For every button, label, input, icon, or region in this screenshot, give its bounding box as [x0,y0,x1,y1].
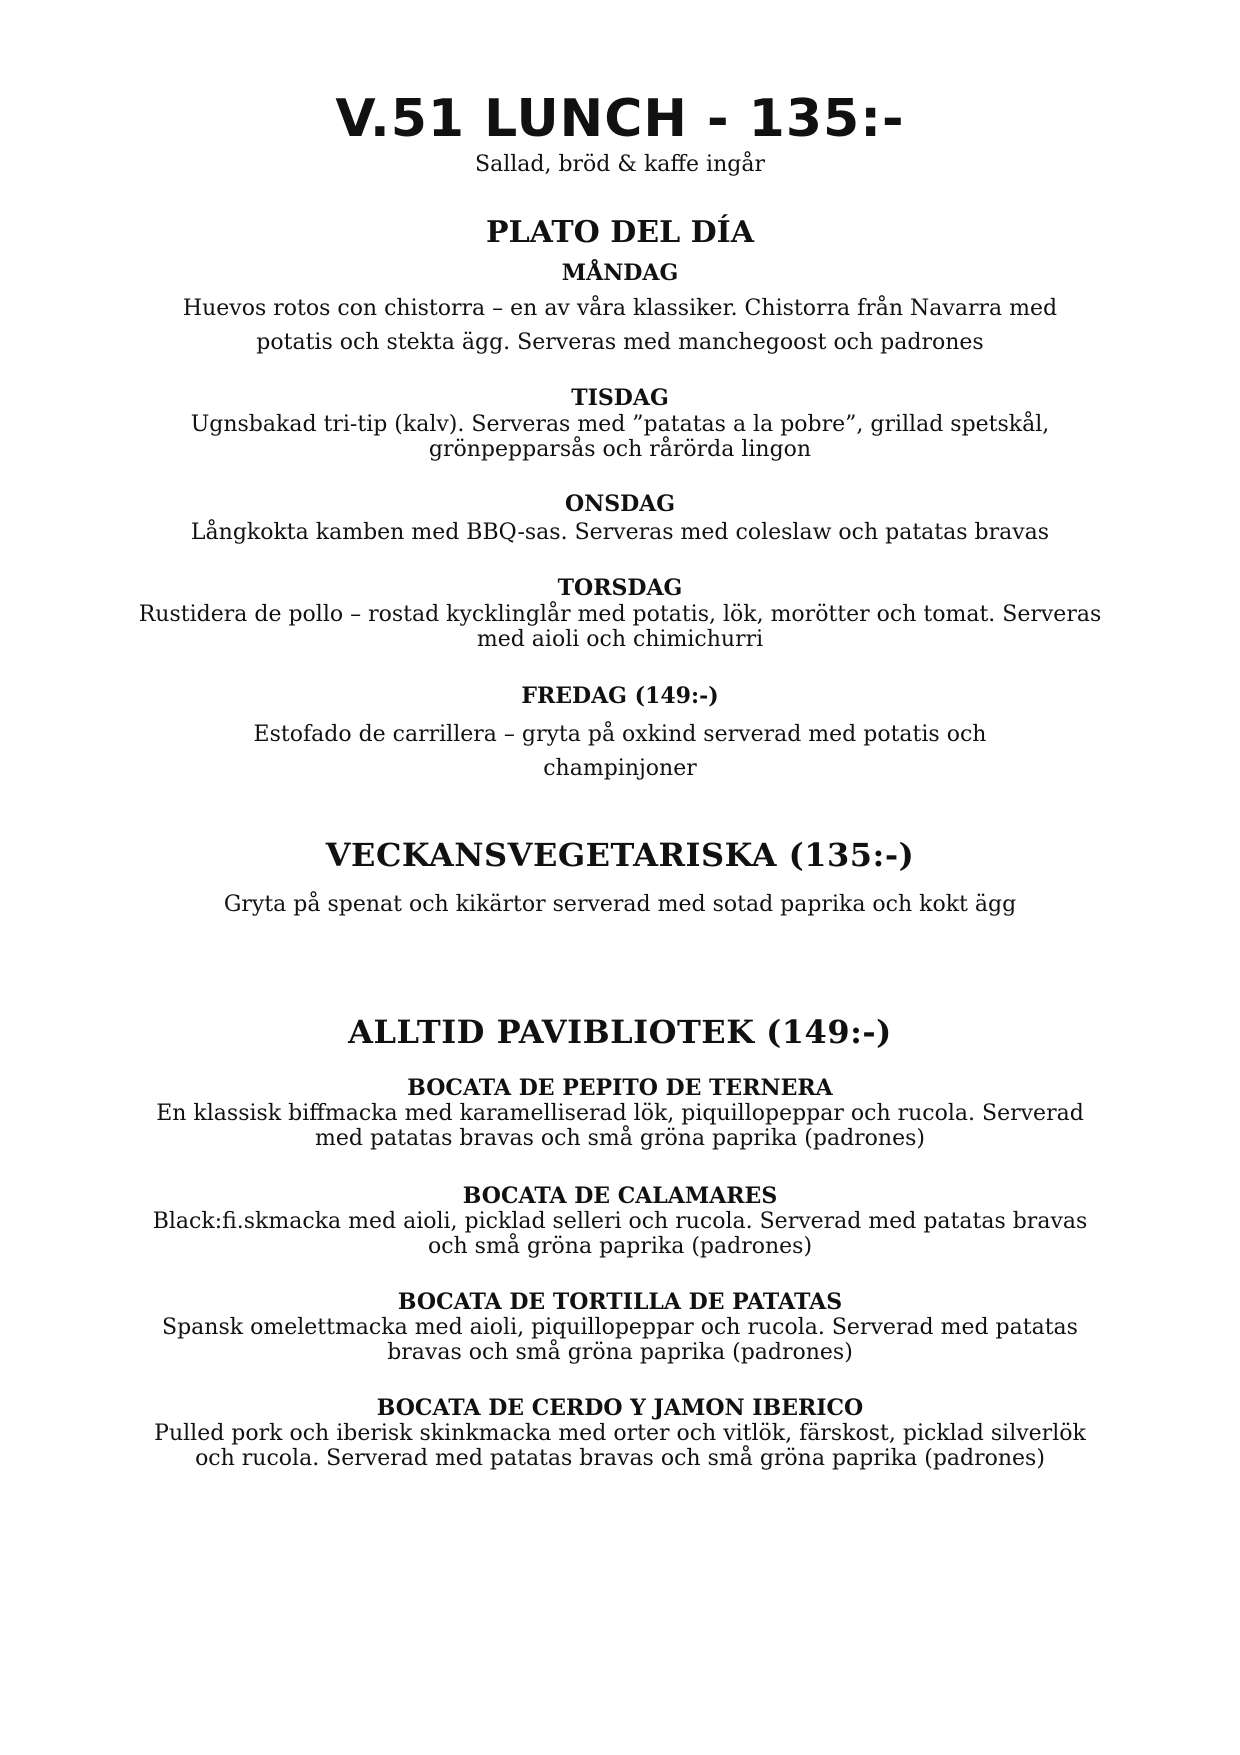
day-desc-wednesday: Långkokta kamben med BBQ-sas. Serveras med coleslaw och patatas bravas [190,520,1050,545]
item-title-tortilla: BOCATA DE TORTILLA DE PATATAS [397,1289,843,1315]
day-title-friday: FREDAG (149:-) [521,683,719,709]
day-title-monday: MÅNDAG [561,260,679,286]
always-section-title: ALLTID PAVIBLIOTEK (149:-) [348,1013,892,1051]
day-title-wednesday: ONSDAG [564,491,676,517]
vegetarian-desc: Gryta på spenat och kikärtor serverad med sotad paprika och kokt ägg [223,892,1017,917]
vegetarian-section-title: VECKANSVEGETARISKA (135:-) [325,836,915,874]
item-title-calamares: BOCATA DE CALAMARES [462,1183,778,1209]
item-title-pepito: BOCATA DE PEPITO DE TERNERA [407,1075,833,1101]
day-desc-monday: Huevos rotos con chistorra – en av våra klassiker. Chistorra från Navarra med potatis och stekta ägg. Serveras med manchegoost och padrones [182,296,1058,355]
item-desc-pepito: En klassisk biffmacka med karamelliserad lök, piquillopeppar och rucola. Serverad med patatas bravas och små gröna paprika (padrones) [156,1101,1084,1151]
page-title: V.51 LUNCH - 135:- [335,89,905,149]
item-desc-tortilla: Spansk omelettmacka med aioli, piquillopeppar och rucola. Serverad med patatas bravas och små gröna paprika (padrones) [162,1315,1078,1365]
day-desc-tuesday: Ugnsbakad tri-tip (kalv). Serveras med ”patatas a la pobre”, grillad spetskål, grönpepparsås och rårörda lingon [190,412,1050,462]
item-title-cerdo: BOCATA DE CERDO Y JAMON IBERICO [376,1395,864,1421]
item-desc-cerdo: Pulled pork och iberisk skinkmacka med orter och vitlök, färskost, picklad silverlök och rucola. Serverad med patatas bravas och små gröna paprika (padrones) [154,1421,1086,1471]
day-title-thursday: TORSDAG [557,575,683,601]
day-desc-friday: Estofado de carrillera – gryta på oxkind serverad med potatis och champinjoner [253,722,987,781]
item-desc-calamares: Black:fi.skmacka med aioli, picklad selleri och rucola. Serverad med patatas bravas och små gröna paprika (padrones) [152,1209,1088,1259]
plato-section-title: PLATO DEL DÍA [486,215,754,250]
day-title-tuesday: TISDAG [571,385,669,411]
page-subtitle: Sallad, bröd & kaffe ingår [475,152,765,177]
day-desc-thursday: Rustidera de pollo – rostad kycklinglår med potatis, lök, morötter och tomat. Serveras med aioli och chimichurri [138,602,1102,652]
